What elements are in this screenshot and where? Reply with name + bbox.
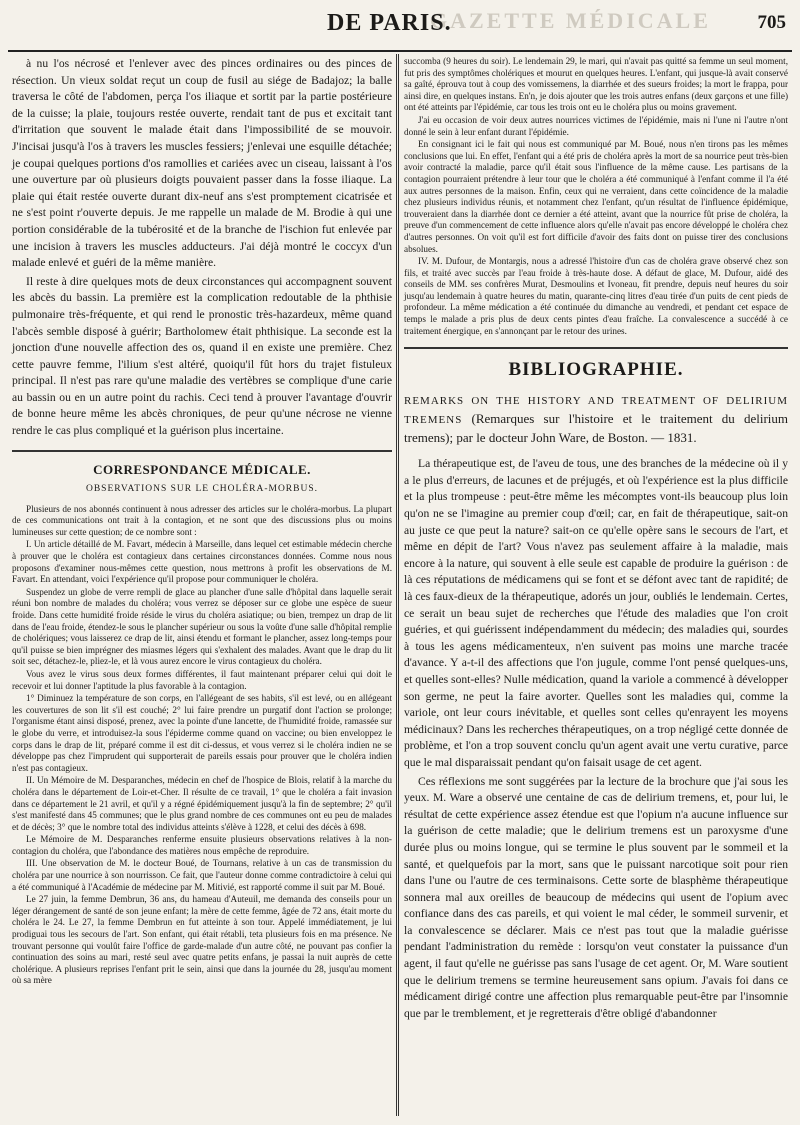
- paragraph: Le Mémoire de M. Desparanches renferme ensuite plusieurs observations relatives à la non-contagion du choléra, que l'abondance des matières nous empêche de reproduire.: [12, 834, 392, 856]
- section-rule: [12, 450, 392, 452]
- left-column: [12, 56, 392, 988]
- section-title: BIBLIOGRAPHIE.: [508, 359, 684, 381]
- section-rule: [404, 347, 788, 349]
- paragraph: Suspendez un globe de verre rempli de glace au plancher d'une salle d'hôpital dans laquelle serait réuni bon nombre de malades du choléra; vous verrez se déposer sur ce globe une espèce de sueur froide. Dans cette humidité froide réside le virus du choléra asiatique; ou bien, trempez un drap de lit dans de l'eau froide, étendez-le sous le plancher supérieur ou sous la voûte d'une salle d'hôpital remplie de cholériques; vous laisserez ce drap de lit, ainsi étendu et formant le plancher, assez long-temps pour qu'il puisse se bien imprégner des miasmes légers qui s'exhalent des malades. Avant que le drap du lit soit sec, détachez-le, pliez-le, et là vous aurez encore le virus contagieux du choléra.: [12, 586, 392, 667]
- right-column: [404, 56, 788, 1024]
- paragraph: Plusieurs de nos abonnés continuent à nous adresser des articles sur le choléra-morbus. La plupart de ces communications ont trait à la contagion, et ne sont que des discussions plus ou moins lumineuses sur cette question; de ce nombre sont :: [12, 503, 392, 537]
- paragraph: J'ai eu occasion de voir deux autres nourrices victimes de l'épidémie, mais ni l'une ni l'autre n'ont donné le sein à leur enfant durant l'épidémie.: [404, 114, 788, 137]
- correspondance-text: [12, 504, 392, 987]
- intro-text: [12, 56, 392, 440]
- masthead: [0, 0, 800, 40]
- paragraph: Il reste à dire quelques mots de deux circonstances qui accompagnent souvent les abcès du bassin. La première est la complication redoutable de la phthisie pulmonaire très-fréquente, et qui rend le pronostic très-hazardeux, même quand l'abcès semble disposé à guérir; Bartholomew était phthisique. La seconde est la jonction d'une nouvelle affection des os, quand il en existe une première. Chez cette pauvre femme, l'ilium s'est altéré, quoiqu'il fût hors du trajet fistuleux principal. Il n'est pas rare qu'une maladie des vertèbres se complique d'une carie au bassin ou en un autre point du rachis. Ceci tend à prouver l'avantage d'ouvrir de bonne heure même les abcès chroniques, de peur qu'une nécrose ne vienne rendre le cas plus compliqué et la guérison plus incertaine.: [12, 274, 392, 438]
- paragraph: IV. M. Dufour, de Montargis, nous a adressé l'histoire d'un cas de choléra grave observé chez son fils, et traité avec succès par l'eau froide à très-haute dose. A défaut de glace, M. Dufour, aidé des conseils de MM. ses confrères Murat, Desmoulins et Ivoneau, fit prendre, depuis neuf heures du soir jusqu'au lendemain à quatre heures du matin, quarante-cinq litres d'eau tirée d'un puits de cent pieds de profondeur. La même médication a été continuée du dimanche au vendredi, et pendant cet espace de temps le malade a pris plus de deux cents pintes d'eau fraîche. La convalescence a succédé à ce traitement énergique, en s'annonçant par le retour des urines.: [404, 256, 788, 336]
- reference-details: (Remarques sur l'histoire et le traitement du delirium tremens); par le docteur John Ware, de Boston. — 1831.: [404, 411, 788, 446]
- cholera-continuation-text: [404, 56, 788, 337]
- section-subtitle: OBSERVATIONS SUR LE CHOLÉRA-MORBUS.: [85, 483, 318, 494]
- paragraph: III. Une observation de M. le docteur Boué, de Tournans, relative à un cas de transmission du choléra par une nourrice à son nourrisson. Ce fait, que l'auteur donne comme contradictoire à celui qui a été communiqué à l'Académie de médecine par M. Mitivié, est rapporté comme il suit par M. Boué.: [12, 858, 392, 892]
- paragraph: I. Un article détaillé de M. Favart, médecin à Marseille, dans lequel cet estimable médecin cherche à prouver que le choléra est contagieux dans certaines circonstances données. Comme nous nous proposons d'examiner nous-mêmes cette question, nous mettrons à profit les observations de M. Favart. En attendant, voici l'expérience qu'il propose pour communiquer le choléra.: [12, 539, 392, 585]
- paragraph: 1° Diminuez la température de son corps, en l'allégeant de ses habits, s'il est levé, ou en allégeant les couvertures de son lit s'il est couché; 2° lui faire prendre un purgatif dont l'action se prolonge; l'organisme étant ainsi disposé, prenez, avec la pointe d'une lancette, de l'humidité froide, ramassée sur le globe du verre, et introduisez-la sous l'épiderme comme quand on vaccine; ou bien enveloppez le corps dans le drap de lit, préparé comme il est dit ci-dessus, et vous verrez si le choléra indien ne se développe pas chez l'imprudent qui supporterait de pareils essais pour prouver que le choléra indien n'est pas contagieux.: [12, 693, 392, 773]
- paragraph: La thérapeutique est, de l'aveu de tous, une des branches de la médecine où il y a le plus d'erreurs, de lacunes et de préjugés, et où l'expérience est la plus difficile et la plus trompeuse : peut-être même les mécomptes vont-ils beaucoup plus loin qu'on ne se l'imagine au premier coup d'œil; car, en fait de thérapeutique, sait-on au juste ce que peut la nature? sait-on ce qu'elle opère sans le secours de l'art, et même en dépit de l'art? Vous n'avez pas seulement affaire à la maladie, mais encore à la nature, qui souvent à elle seule est capable de produire la guérison : de là ces réputations de médicamens qui se font et se défont avec tant de rapidité; de là ces faux-dieux de la thérapeutique, adorés un jour, oubliés le lendemain. Certes, ce serait un beau sujet de recherches que l'étude des maladies que l'on croit guéries, et qui guérissent indépendamment du médecin; des maladies qui, sourdes à tous les agens médicamenteux, n'en suivent pas moins une marche tracée d'avance. Y a-t-il des affections que l'on jugule, comme l'ont pensé quelques-uns, et quelles sont-elles? Nulle médication, quand la variole a commencé à développer son germe, ne peut la faire avorter. Quelles sont les maladies qui, comme la variole, ont leur cours inévitable, et quelles sont celles qu'enrayent les moyens médicinaux? Dans les recherches thérapeutiques, on a trop négligé cette donnée de problème, et l'on a trop souvent conclu qu'un agent avait une vertu curative, parce que le mal disparaissait pendant qu'on faisait usage de cet agent.: [404, 457, 788, 769]
- book-reference: [404, 391, 788, 446]
- section-title: CORRESPONDANCE MÉDICALE.: [93, 461, 311, 477]
- bleed-through-header: GAZETTE MÉDICALE: [430, 8, 711, 33]
- page-number: 705: [757, 12, 786, 33]
- paragraph: En consignant ici le fait qui nous est communiqué par M. Boué, nous n'en tirons pas les mêmes conclusions que lui. En effet, l'enfant qui a été pris de choléra après la mort de sa nourrice peut très-bien avoir contracté la maladie, parce qu'il était sous l'influence de la même cause. Les partisans de la contagion pourraient prétendre à leur tour que le choléra a été communiqué à l'enfant comme il l'a été aux autres personnes de la maison. Enfin, ceux qui ne verraient, dans cette coïncidence de la maladie chez plusieurs individus réunis, et notamment chez l'enfant, qu'un résultat de l'influence épidémique, trouveraient dans la diarrhée dont ce dernier a été atteint, avant que la nourrice fût prise de choléra, la preuve d'un commencement de cette influence alors qu'elle n'avait pas encore développé le choléra chez d'autres personnes. On voit qu'il est fort difficile d'avoir des faits dont on puisse tirer des conclusions absolues.: [404, 139, 788, 254]
- paragraph: à nu l'os nécrosé et l'enlever avec des pinces ordinaires ou des pinces de résection. Un vieux soldat reçut un coup de fusil au siége de Badajoz; la balle traversa le côté de l'abdomen, perça l'os iliaque et sortit par la partie postérieure de la cuisse; la plaie, toujours restée ouverte, rendait tant de pus et excitait tant d'irritation que souvent le malade était dans l'impossibilité de se mouvoir. J'incisai jusqu'à l'os à travers les muscles fessiers; j'enlevai une esquille détachée; je coupai quelques portions d'os ramollies et cariées avec un ciseau, laissant à l'os une ouverture par où plusieurs doigts pouvaient passer dans la fosse iliaque. La plaie qui était restée ouverte durant dix-neuf ans s'est promptement cicatrisée et ne s'est point r'ouverte depuis. Je me rappelle un malade de M. Brodie à qui une portion considérable de la tubérosité et de la branche de l'ischion fut enlevée par une incision à travers les muscles adducteurs. J'ai déjà montré le coccyx d'un malade enlevé et guéri de la même manière.: [12, 57, 392, 270]
- paragraph: Vous avez le virus sous deux formes différentes, il faut maintenant préparer celui qui doit le recevoir et lui donner l'aptitude la plus favorable à la contagion.: [12, 668, 392, 691]
- column-divider: [396, 54, 399, 1116]
- newspaper-title: DE PARIS.: [327, 10, 452, 36]
- paragraph: succomba (9 heures du soir). Le lendemain 29, le mari, qui n'avait pas quitté sa femme un seul moment, fut pris des symptômes cholériques et mourut en quelques heures. L'enfant, qui jusque-là avait conservé sa gaîté, éprouva tout à coup des vomissemens, la diarrhée et des sueurs froides; la mort le frappa, pour ainsi dire, en quelques instans. En'n, je dois ajouter que les trois autres enfans (deux garçons et une fille) ont été atteints par l'épidémie, car tous les trois ont eu le choléra plus ou moins gravement.: [404, 56, 788, 113]
- reference-title: REMARKS ON THE HISTORY AND TREATMENT OF DELIRIUM TREMENS: [404, 395, 788, 427]
- review-text: [404, 456, 788, 1022]
- paragraph: Le 27 juin, la femme Dembrun, 36 ans, du hameau d'Auteuil, me demanda des conseils pour un léger dérangement de santé de son jeune enfant; la mère de cette femme, âgée de 72 ans, était morte du choléra le 24. Le 27, la femme Dembrun en fut atteinte à son tour. Appelé immédiatement, je lui prodiguai tous les secours de l'art. Son enfant, qui était rétabli, teta plusieurs fois en ma présence. Ne trouvant personne qui voulût faire l'office de garde-malade d'un autre côté, ne pouvant pas confier la continuation des soins au mari, resté seul avec quatre petits enfans, je passai la nuit auprès de cette cholérique. A plusieurs reprises l'enfant prit le sein, ainsi que dans la journée du 28, jusqu'au moment où sa mère: [12, 894, 392, 986]
- paragraph: Ces réflexions me sont suggérées par la lecture de la brochure que j'ai sous les yeux. M. Ware a observé une centaine de cas de delirium tremens, et, pour lui, le résultat de cette expérience assez étendue est que l'opium n'a aucune influence sur la guérison de cette maladie; que le delirium tremens est un paroxysme d'une durée plus ou moins longue, qui se termine le plus souvent par le sommeil et la santé, et quelquefois par la mort, sans que le puissant narcotique soit pour rien dans l'une ou l'autre de ces terminaisons. Cette sorte de blasphème thérapeutique sonnera mal aux oreilles de beaucoup de médecins qui usent de l'opium avec confiance dans des cas pareils, et qui voient le mal céder, le sommeil survenir, et la convalescence se déclarer. Mais ce n'est pas tout que la maladie guérisse pendant l'administration du remède : lorsqu'on veut constater la puissance d'un agent, il faut qu'elle ne guérisse pas sans l'usage de cet agent. Or, M. Ware soutient que le delirium tremens se termine heureusement sans opium. J'avais foi dans ce médicament dirigé contre une affection plus remarquable peut-être par l'insomnie que par le tremblement, et je regretterais d'être obligé d'abandonner: [404, 774, 788, 1020]
- header-rule: [8, 50, 792, 52]
- paragraph: II. Un Mémoire de M. Desparanches, médecin en chef de l'hospice de Blois, relatif à la marche du choléra dans le département de Loir-et-Cher. Il résulte de ce travail, 1° que le choléra a fait invasion dans ce département le 21 avril, et qu'il y a régné épidémiquement jusqu'à la fin de septembre; 2° qu'il s'est manifesté dans 45 communes; que le plus grand nombre de ces communes ont eu peu de malades et de décès; 3° que le nombre total des individus atteints s'élève à 1228, et celui des décès à 698.: [12, 775, 392, 832]
